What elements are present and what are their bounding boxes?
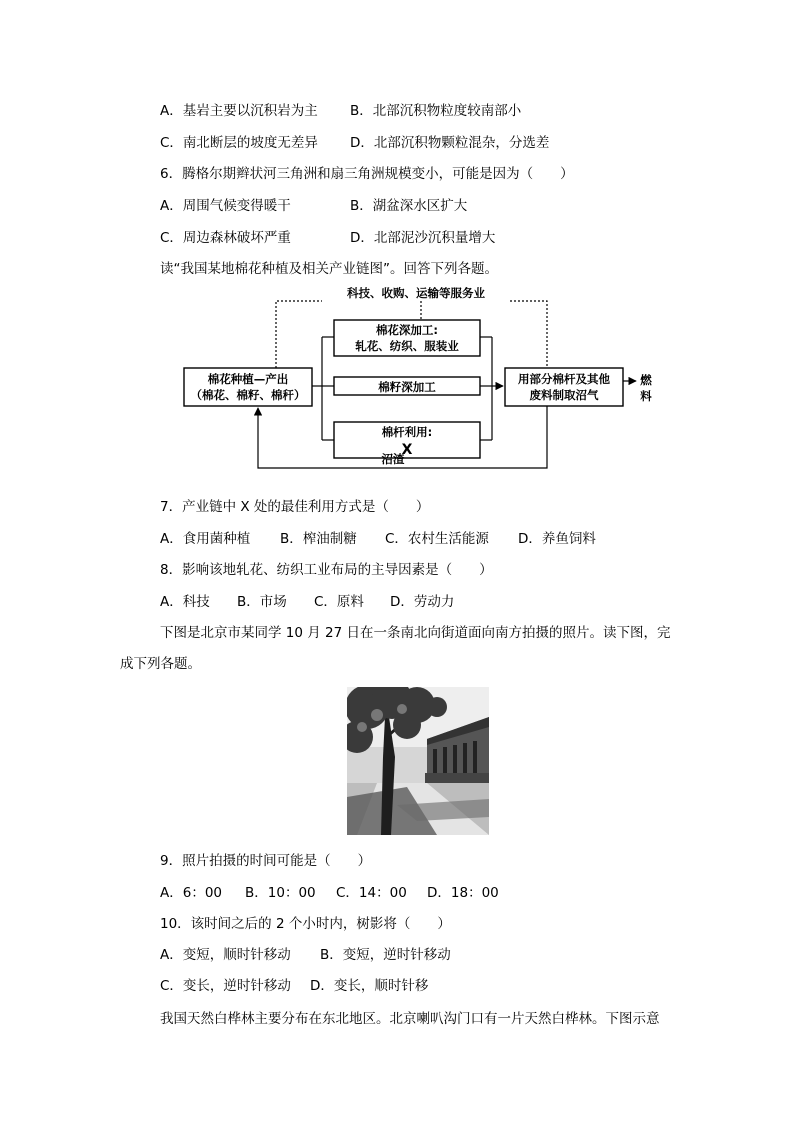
- dotted-line-left: [276, 301, 322, 368]
- q10-option-d: D．变长，顺时针移: [310, 978, 429, 994]
- q7-stem: 7．产业链中 X 处的最佳利用方式是（ ）: [160, 499, 430, 515]
- right-box-line2: 废料制取沼气: [529, 388, 599, 402]
- mid-bottom-line1: 棉杆利用:: [381, 425, 433, 439]
- q9-option-d: D．18：00: [427, 885, 499, 901]
- q9-stem: 9．照片拍摄的时间可能是（ ）: [160, 853, 372, 869]
- cotton-industry-chain-diagram: [180, 284, 660, 476]
- mid-top-line1: 棉花深加工:: [375, 323, 439, 337]
- left-box-line2: （棉花、棉籽、棉秆）: [190, 388, 306, 402]
- q8-stem: 8．影响该地轧花、纺织工业布局的主导因素是（ ）: [160, 562, 493, 578]
- intro-photo-line1: 下图是北京市某同学 10 月 27 日在一条南北向街道面向南方拍摄的照片。读下图，完: [160, 625, 671, 641]
- q5-option-a: A．基岩主要以沉积岩为主: [160, 103, 318, 119]
- q6-option-c: C．周边森林破坏严重: [160, 230, 291, 246]
- q8-option-d: D．劳动力: [390, 594, 455, 610]
- q5-option-b: B．北部沉积物粒度较南部小: [350, 103, 522, 119]
- q6-option-d: D．北部泥沙沉积量增大: [350, 230, 496, 246]
- output-line1: 燃: [640, 373, 652, 387]
- q10-stem: 10．该时间之后的 2 个小时内，树影将（ ）: [160, 916, 451, 932]
- intro-birch: 我国天然白桦林主要分布在东北地区。北京喇叭沟门口有一片天然白桦林。下图示意: [160, 1011, 660, 1027]
- q7-option-b: B．榨油制糖: [280, 531, 357, 547]
- q7-option-c: C．农村生活能源: [385, 531, 489, 547]
- intro-photo-line2: 成下列各题。: [120, 656, 201, 672]
- q6-option-b: B．湖盆深水区扩大: [350, 198, 468, 214]
- q10-option-c: C．变长，逆时针移动: [160, 978, 291, 994]
- output-line2: 料: [640, 389, 652, 403]
- q10-option-a: A．变短，顺时针移动: [160, 947, 291, 963]
- q9-option-a: A．6：00: [160, 885, 223, 901]
- q9-option-b: B．10：00: [245, 885, 316, 901]
- dotted-line-right: [510, 301, 547, 368]
- mid-top-line2: 轧花、纺织、服装业: [355, 339, 459, 353]
- diagram-top-label: 科技、收购、运输等服务业: [347, 286, 485, 300]
- mid-middle-text: 棉籽深加工: [378, 380, 436, 394]
- q6-stem: 6．腾格尔期辫状河三角洲和扇三角洲规模变小，可能是因为（ ）: [160, 166, 574, 182]
- intro-cotton: 读“我国某地棉花种植及相关产业链图”。回答下列各题。: [160, 261, 498, 277]
- diagram-bottom-label: 沼渣: [381, 452, 405, 466]
- q5-option-d: D．北部沉积物颗粒混杂，分选差: [350, 135, 550, 151]
- right-box-line1: 用部分棉杆及其他: [518, 372, 610, 386]
- q8-option-b: B．市场: [237, 594, 287, 610]
- q6-option-a: A．周围气候变得暖干: [160, 198, 291, 214]
- q8-option-c: C．原料: [314, 594, 364, 610]
- q7-option-a: A．食用菌种植: [160, 531, 251, 547]
- mid-bottom-line2: X: [401, 442, 413, 458]
- q10-option-b: B．变短，逆时针移动: [320, 947, 451, 963]
- left-box-line1: 棉花种植—产出: [207, 372, 289, 386]
- q9-option-c: C．14：00: [336, 885, 407, 901]
- q5-option-c: C．南北断层的坡度无差异: [160, 135, 318, 151]
- q7-option-d: D．养鱼饲料: [518, 531, 596, 547]
- street-photo: [347, 687, 489, 835]
- q8-option-a: A．科技: [160, 594, 210, 610]
